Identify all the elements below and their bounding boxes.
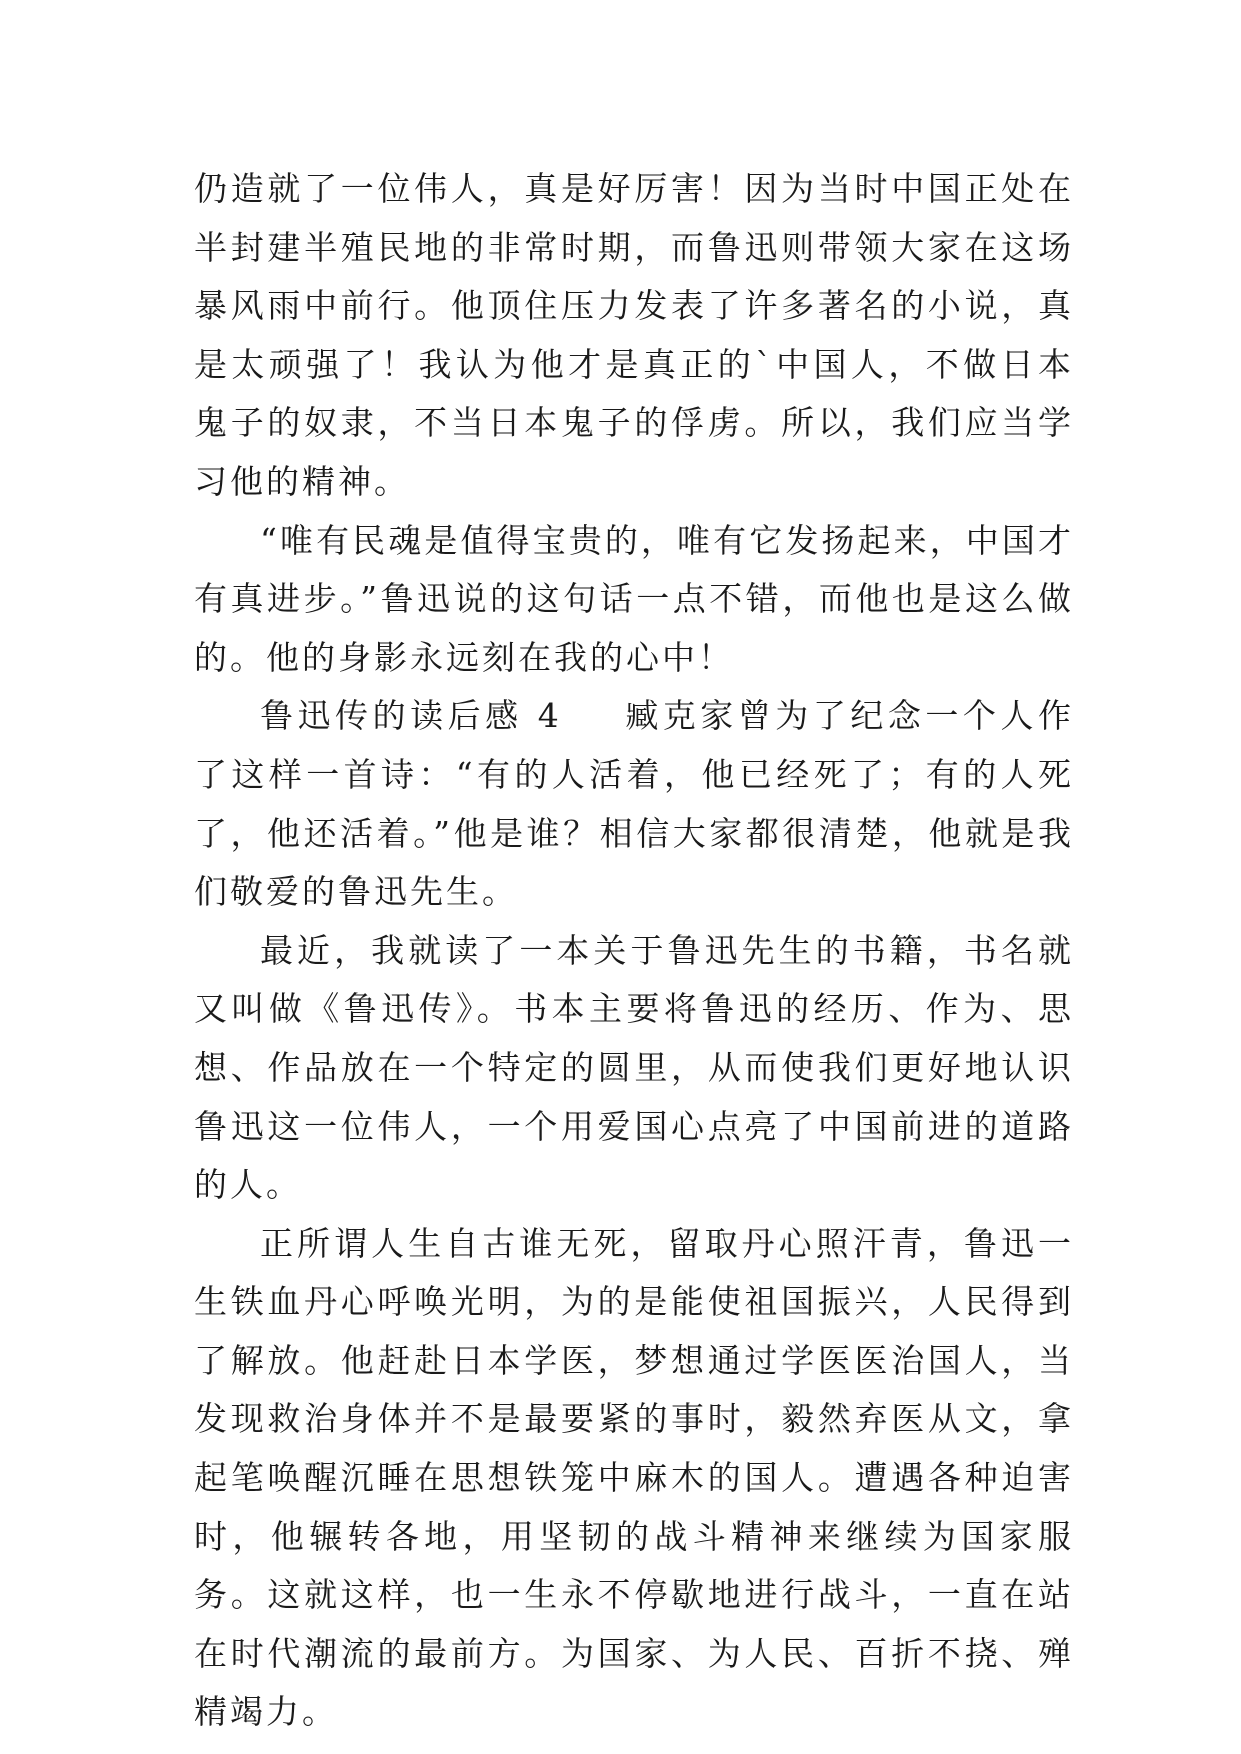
- paragraph-2: “唯有民魂是值得宝贵的，唯有它发扬起来，中国才有真进步。”鲁迅说的这句话一点不错，而他也是这么做的。他的身影永远刻在我的心中！: [194, 520, 1074, 677]
- paragraph-4: 最近，我就读了一本关于鲁迅先生的书籍，书名就又叫做《鲁迅传》。书本主要将鲁迅的经历、作为、思想、作品放在一个特定的圆里，从而使我们更好地认识鲁迅这一位伟人，一个用爱国心点亮了中国前进的道路的人。: [194, 930, 1074, 1205]
- paragraph-5: 正所谓人生自古谁无死，留取丹心照汗青，鲁迅一生铁血丹心呼唤光明，为的是能使祖国振兴，人民得到了解放。他赶赴日本学医，梦想通过学医医治国人，当发现救治身体并不是最要紧的事时，毅然弃医从文，拿起笔唤醒沉睡在思想铁笼中麻木的国人。遭遇各种迫害时，他辗转各地，用坚韧的战斗精神来继续为国家服务。这就这样，也一生永不停歇地进行战斗，一直在站在时代潮流的最前方。为国家、为人民、百折不挠、殚精竭力。: [194, 1223, 1074, 1732]
- section-heading: 鲁迅传的读后感 4: [260, 696, 562, 736]
- document-body: [194, 160, 1074, 1742]
- paragraph-1: 仍造就了一位伟人，真是好厉害！因为当时中国正处在半封建半殖民地的非常时期，而鲁迅则带领大家在这场暴风雨中前行。他顶住压力发表了许多著名的小说，真是太顽强了！我认为他才是真正的`中国人，不做日本鬼子的奴隶，不当日本鬼子的俘虏。所以，我们应当学习他的精神。: [194, 169, 1074, 501]
- paragraph-3: [194, 687, 1074, 921]
- paragraph-3-text: 臧克家曾为了纪念一个人作了这样一首诗：“有的人活着，他已经死了；有的人死了，他还活着。”他是谁？相信大家都很清楚，他就是我们敬爱的鲁迅先生。: [194, 696, 1074, 912]
